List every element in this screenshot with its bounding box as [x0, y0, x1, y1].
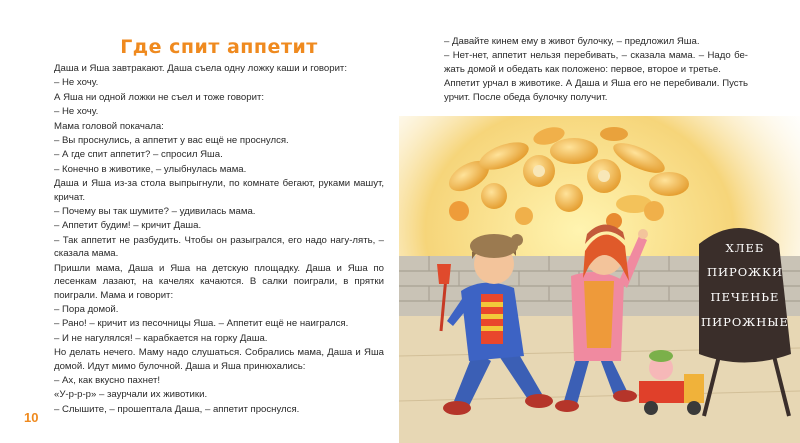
paragraph: – И не нагулялся! – карабкается на горку Даша. — [54, 332, 268, 344]
sign-line: ПИРОЖКИ — [706, 265, 784, 279]
paragraph: А Яша ни одной ложки не съел и тоже говорит: — [54, 91, 264, 103]
paragraph: Даша и Яша из-за стола выпрыгнули, по комнате бегают, руками машут, кричат. — [54, 178, 384, 203]
paragraph: – Слышите, – прошептала Даша, – аппетит проснулся. — [54, 403, 300, 415]
paragraph: Аппетит урчал в животике. А Даша и Яша его не перебивали. Пусть урчит. После обеда булочку получит. — [444, 78, 748, 103]
paragraph: – Не хочу. — [54, 77, 99, 89]
paragraph: – Нет-нет, аппетит нельзя перебивать, – сказала мама. – Надо бе-жать домой и обедать как положено: первое, второе и третье. — [444, 50, 748, 75]
paragraph: – Конечно в животике, – улыбнулась мама. — [54, 163, 247, 175]
sign-line: ХЛЕБ — [725, 241, 765, 255]
right-text-column — [444, 35, 748, 105]
paragraph: «У-р-р-р» – заурчали их животики. — [54, 389, 208, 401]
paragraph: – Рано! – кричит из песочницы Яша. – Аппетит ещё не наигрался. — [54, 318, 349, 330]
sign-line: ПЕЧЕНЬЕ — [710, 290, 780, 304]
paragraph: Даша и Яша завтракают. Даша съела одну ложку каши и говорит: — [54, 63, 347, 74]
paragraph: – Аппетит будим! – кричит Даша. — [54, 220, 202, 232]
paragraph: Пришли мама, Даша и Яша на детскую площадку. Даша и Яша по лесенкам лазают, на качелях качаются. В салки поиграли, в прятки поиграли. Мама и говорит: — [54, 262, 384, 301]
page-number: 10 — [24, 410, 39, 425]
paragraph: – Ах, как вкусно пахнет! — [54, 374, 161, 386]
paragraph: – Давайте кинем ему в живот булочку, – предложил Яша. — [444, 36, 700, 47]
bakery-illustration — [399, 116, 800, 443]
paragraph: Мама головой покачала: — [54, 120, 164, 132]
paragraph: – А где спит аппетит? – спросил Яша. — [54, 149, 223, 161]
paragraph: – Пора домой. — [54, 303, 119, 315]
paragraph: – Так аппетит не разбудить. Чтобы он разыгрался, его надо нагу-лять, – сказала мама. — [54, 234, 384, 260]
paragraph: – Не хочу. — [54, 106, 99, 118]
paragraph: Но делать нечего. Маму надо слушаться. Собрались мама, Даша и Яша домой. Идут мимо булочной. Даша и Яша принюхались: — [54, 347, 384, 372]
sign-line: ПИРОЖНЫЕ — [701, 315, 789, 329]
story-title: Где спит аппетит — [120, 36, 318, 58]
paragraph: – Почему вы так шумите? – удивилась мама. — [54, 206, 256, 218]
paragraph: – Вы проснулись, а аппетит у вас ещё не проснулся. — [54, 135, 289, 147]
left-text-column — [54, 62, 384, 417]
